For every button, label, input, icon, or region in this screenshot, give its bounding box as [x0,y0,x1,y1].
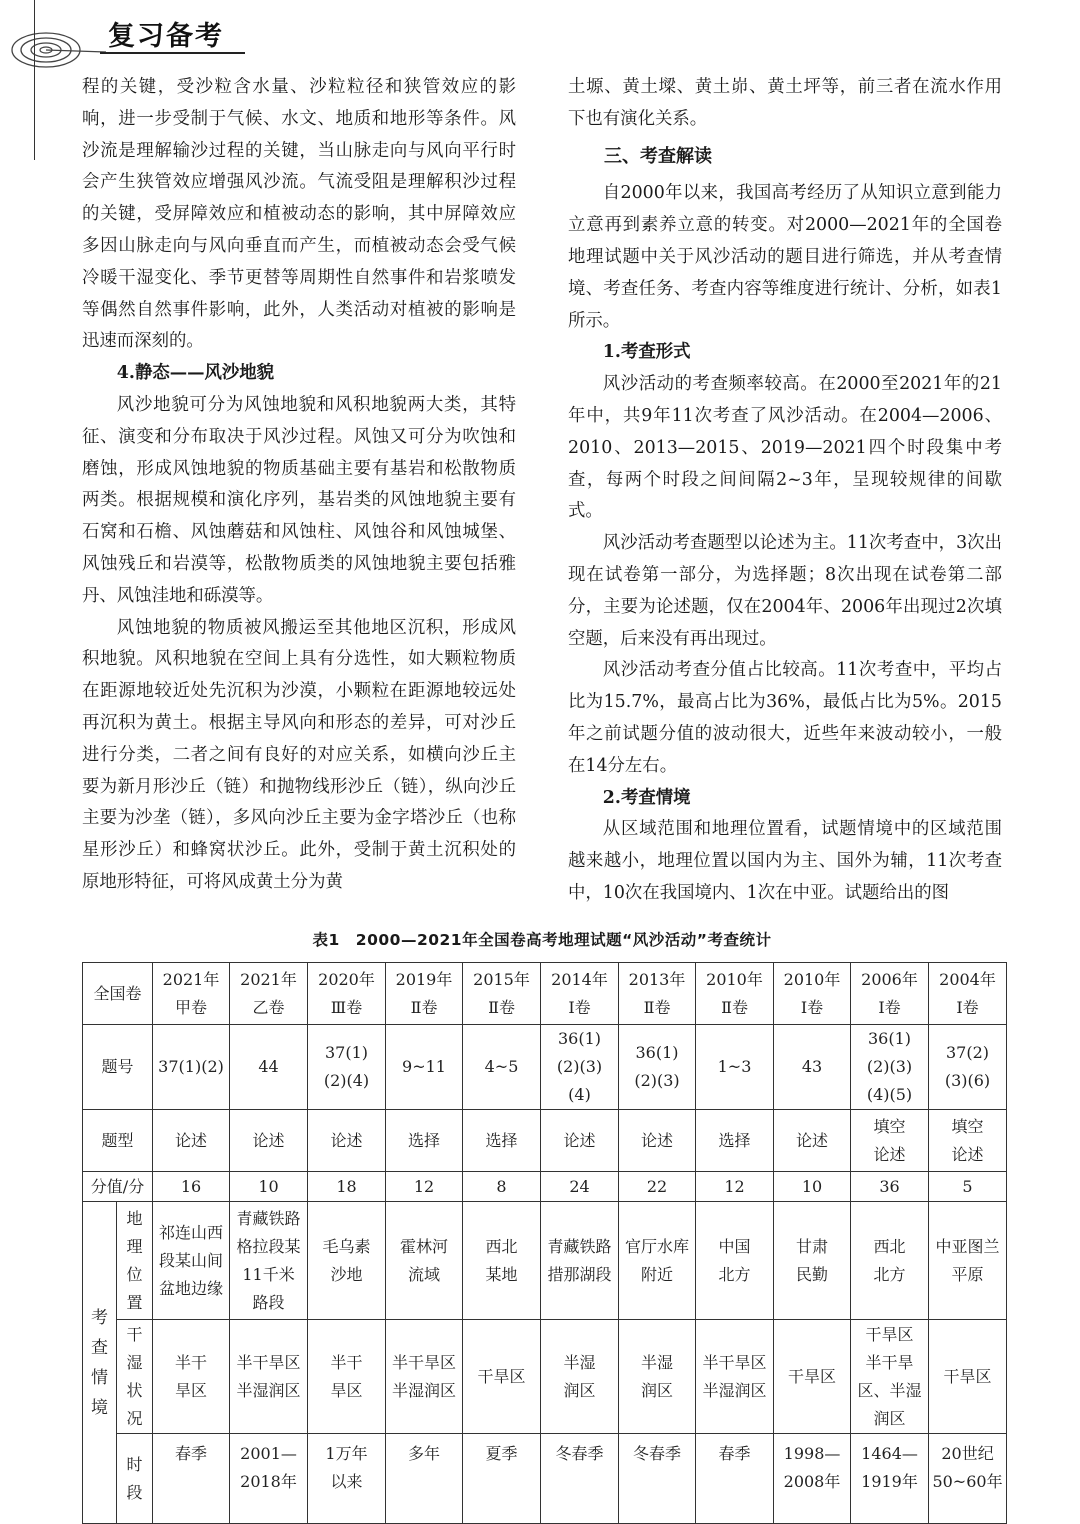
location-text: 措那湖段 [547,1264,612,1284]
location-text: 北方 [718,1264,751,1284]
time-text: 2008年 [783,1472,841,1491]
question-number-text: 44 [258,1057,279,1076]
humidity-text: 半干 [175,1352,208,1372]
location-text: 平原 [951,1264,984,1284]
question-type-text: 选择 [718,1130,751,1150]
humidity-cell [619,1320,696,1434]
question-type-cell [153,1110,230,1172]
exam-statistics-table [82,962,1007,1524]
question-type-cell [696,1110,774,1172]
location-text: 北方 [873,1264,906,1284]
humidity-text: 半干旱区 [702,1352,767,1372]
question-number-cell [696,1025,774,1110]
location-text: 青藏铁路 [236,1208,301,1228]
column-header-text: 2015年 [473,969,530,989]
score-cell [541,1172,619,1202]
subsection-heading-exam-context: 2.考查情境 [602,787,691,808]
right-paragraph-5: 从区域范围和地理位置看，试题情境中的区域范围越来越小，地理位置以国内为主、国外为辅，11次考查中，10次在我国境内、1次在中亚。试题给出的图 [568,819,1002,903]
question-number-cell [386,1025,463,1110]
score-text: 18 [336,1176,357,1196]
right-paragraph-4: 风沙活动考查分值占比较高。11次考查中，平均占比为15.7%，最高占比为36%，最低占比为5%。2015年之前试题分值的波动很大，近些年来波动较小，一般在14分左右。 [568,660,1002,776]
right-paragraph-3: 风沙活动考查题型以论述为主。11次考查中，3次出现在试卷第一部分，为选择题；8次出现在试卷第二部分，主要为论述题，仅在2004年、2006年出现过2次填空题，后来没有再出现过。 [568,533,1002,649]
question-type-text: 填空 [951,1116,984,1136]
location-cell [308,1202,386,1320]
column-header-text: 2004年 [939,969,996,989]
humidity-cell [696,1320,774,1434]
question-number-cell [541,1025,619,1110]
humidity-text: 半干旱区 [392,1352,457,1372]
humidity-text: 半湿润区 [236,1380,301,1400]
question-type-text: 选择 [485,1130,518,1150]
column-header-text: Ⅰ卷 [800,997,824,1017]
question-number-text: (2)(4) [323,1071,370,1090]
question-number-cell [619,1025,696,1110]
question-number-text: 36(1) [635,1043,679,1062]
score-text: 16 [180,1176,202,1196]
question-type-text: 论述 [252,1130,285,1150]
location-text: 霍林河 [400,1236,449,1256]
column-header-text: Ⅱ卷 [410,997,438,1017]
right-column [568,72,1002,910]
humidity-text: 润区 [641,1380,674,1400]
right-paragraph-2: 风沙活动的考查频率较高。在2000至2021年的21年中，共9年11次考查了风沙活动。在2004—2006、2010、2013—2015、2019—2021四个时段集中考查，每两个时段之间间隔2~3年，呈现较规律的间歇式。 [568,374,1002,522]
context-group-label: 考查情境 [91,1307,108,1418]
location-cell [541,1202,619,1320]
column-header-cell [541,963,619,1025]
section-title: 复习备考 [108,21,224,52]
humidity-text: 旱区 [330,1380,363,1400]
humidity-cell [541,1320,619,1434]
column-header-text: Ⅲ卷 [330,997,363,1017]
question-number-text: 1~3 [717,1057,752,1076]
left-paragraph-1: 程的关键，受沙粒含水量、沙粒粒径和狭管效应的影响，进一步受制于气候、水文、地质和地形等条件。风沙流是理解输沙过程的关键，当山脉走向与风向平行时会产生狭管效应增强风沙流。气流受阻是理解积沙过程的关键，受屏障效应和植被动态的影响，其中屏障效应多因山脉走向与风向垂直而产生，而植被动态会受气候冷暖干湿变化、季节更替等周期性自然事件和岩浆喷发等偶然自然事件影响，此外，人类活动对植被的影响是迅速而深刻的。 [82,77,516,352]
score-cell [386,1172,463,1202]
humidity-text: 半干旱 [865,1352,914,1372]
location-text: 毛乌素 [322,1236,371,1256]
question-type-text: 论述 [175,1130,208,1150]
time-text: 1万年 [325,1444,368,1463]
subsection-heading-exam-form: 1.考查形式 [602,342,691,363]
humidity-text: 干旱区 [477,1366,526,1386]
score-cell [851,1172,929,1202]
location-text: 民勤 [796,1264,829,1284]
location-text: 青藏铁路 [547,1236,612,1256]
question-type-text: 填空 [873,1116,906,1136]
table-corner-cell: 全国卷 [83,963,153,1025]
humidity-text: 半湿 [641,1352,674,1372]
location-text: 祁连山西 [159,1222,224,1242]
column-header-text: Ⅰ卷 [568,997,591,1017]
left-paragraph-3: 风蚀地貌的物质被风搬运至其他地区沉积，形成风积地貌。风积地貌在空间上具有分选性，如大颗粒物质在距源地较近处先沉积为沙漠，小颗粒在距源地较远处再沉积为黄土。根据主导风向和形态的差异，可对沙丘进行分类，二者之间有良好的对应关系，如横向沙丘主要为新月形沙丘（链）和抛物线形沙丘（链），纵向沙丘主要为沙垄（链），多风向沙丘主要为金字塔沙丘（也称星形沙丘）和蜂窝状沙丘。此外，受制于黄土沉积处的原地形特征，可将风成黄土分为黄 [82,617,516,892]
humidity-cell [851,1320,929,1434]
score-text: 22 [646,1176,668,1196]
right-paragraph-0: 土塬、黄土墚、黄土峁、黄土坪等，前三者在流水作用下也有演化关系。 [568,77,1002,129]
time-text: 1919年 [861,1472,918,1491]
question-number-text: 43 [801,1057,823,1076]
column-header-text: 2006年 [861,969,918,989]
score-cell [619,1172,696,1202]
score-cell [929,1172,1007,1202]
row-label-context-group [83,1202,117,1524]
humidity-cell [463,1320,541,1434]
row-label-time-cell [117,1434,153,1524]
humidity-cell [929,1320,1007,1434]
time-text: 冬春季 [633,1444,682,1463]
question-type-text: 论述 [563,1130,596,1150]
column-header-cell [929,963,1007,1025]
question-type-cell [851,1110,929,1172]
humidity-text: 干旱区 [788,1366,837,1386]
question-type-text: 论述 [641,1130,674,1150]
question-number-text: (2)(3) [866,1057,913,1076]
time-text: 20世纪 [941,1444,994,1463]
location-cell [230,1202,308,1320]
subsection-heading-static-landforms: 4.静态——风沙地貌 [116,363,275,384]
time-text: 2018年 [240,1472,297,1491]
time-cell [929,1434,1007,1524]
score-text: 12 [724,1176,745,1196]
column-header-cell [851,963,929,1025]
question-number-cell [153,1025,230,1110]
location-cell [851,1202,929,1320]
section-heading-exam-analysis: 三、考查解读 [604,145,712,167]
question-number-text: 36(1) [558,1029,602,1048]
time-cell [619,1434,696,1524]
location-text: 西北 [485,1236,518,1256]
location-text: 段某山间 [159,1250,224,1270]
column-header-cell [696,963,774,1025]
column-header-text: 甲卷 [175,997,208,1017]
column-header-text: 2021年 [162,969,220,989]
table-row-time [83,1434,1007,1524]
column-header-text: 2020年 [318,969,375,989]
time-cell [230,1434,308,1524]
table-header-row [83,963,1007,1025]
column-header-text: Ⅰ卷 [956,997,979,1017]
left-paragraph-2: 风沙地貌可分为风蚀地貌和风积地貌两大类，其特征、演变和分布取决于风沙过程。风蚀又可分为吹蚀和磨蚀，形成风蚀地貌的物质基础主要有基岩和松散物质两类。根据规模和演化序列，基岩类的风蚀地貌主要有石窝和石檐、风蚀蘑菇和风蚀柱、风蚀谷和风蚀城堡、风蚀残丘和岩漠等，松散物质类的风蚀地貌主要包括雅丹、风蚀洼地和砾漠等。 [82,394,516,606]
question-type-text: 选择 [408,1130,441,1150]
location-text: 某地 [485,1264,518,1284]
table-caption: 表1 2000—2021年全国卷高考地理试题“风沙活动”考查统计 [312,931,772,949]
location-cell [619,1202,696,1320]
column-header-text: 2010年 [706,969,763,989]
time-cell [386,1434,463,1524]
column-header-text: 乙卷 [252,997,285,1017]
score-cell [696,1172,774,1202]
time-text: 1464— [861,1444,918,1463]
row-label-location-cell [117,1202,153,1320]
column-header-text: 2014年 [551,969,608,989]
column-header-text: 2013年 [628,969,686,989]
table-row-score [83,1172,1007,1202]
time-text: 多年 [408,1444,441,1463]
question-number-text: (4)(5) [866,1085,913,1104]
column-header-cell [308,963,386,1025]
question-type-cell [541,1110,619,1172]
question-number-text: 9~11 [402,1057,446,1076]
time-cell [463,1434,541,1524]
location-text: 官厅水库 [625,1236,690,1256]
time-text: 春季 [175,1444,208,1463]
score-text: 5 [962,1176,973,1196]
humidity-text: 半湿 [563,1352,596,1372]
column-header-text: Ⅰ卷 [878,997,901,1017]
humidity-text: 半湿润区 [392,1380,457,1400]
table-row-humidity [83,1320,1007,1434]
question-number-cell [230,1025,308,1110]
question-number-cell [774,1025,851,1110]
header-underline [100,52,245,54]
humidity-text: 干旱区 [865,1324,914,1344]
score-cell [230,1172,308,1202]
location-text: 中亚图兰 [935,1236,1000,1256]
question-number-text: 37(1) [325,1043,369,1062]
location-text: 西北 [873,1236,906,1256]
right-paragraph-1: 自2000年以来，我国高考经历了从知识立意到能力立意再到素养立意的转变。对2000—2021年的全国卷地理试题中关于风沙活动的题目进行筛选，并从考查情境、考查任务、考查内容等维度进行统计、分析，如表1所示。 [568,183,1002,331]
column-header-cell [153,963,230,1025]
humidity-cell [308,1320,386,1434]
score-text: 10 [801,1176,823,1196]
location-text: 11千米 [242,1264,295,1284]
location-cell [463,1202,541,1320]
location-cell [929,1202,1007,1320]
humidity-text: 区、半湿 [857,1380,922,1400]
humidity-text: 干旱区 [943,1366,992,1386]
question-type-text: 论述 [796,1130,829,1150]
time-cell [851,1434,929,1524]
location-text: 沙地 [330,1264,363,1284]
column-header-text: Ⅱ卷 [721,997,748,1017]
location-text: 盆地边缘 [159,1278,224,1298]
question-type-cell [386,1110,463,1172]
score-cell [153,1172,230,1202]
humidity-text: 润区 [873,1408,906,1428]
table-row-question-number [83,1025,1007,1110]
time-text: 2001— [240,1444,297,1463]
column-header-cell [463,963,541,1025]
question-number-text: (2)(3) [556,1057,603,1076]
location-text: 附近 [641,1264,674,1284]
humidity-cell [774,1320,851,1434]
question-number-text: (4) [568,1085,591,1104]
location-cell [774,1202,851,1320]
column-header-text: 2010年 [783,969,841,989]
humidity-text: 半湿润区 [702,1380,767,1400]
time-text: 夏季 [485,1444,518,1463]
question-number-cell [308,1025,386,1110]
location-cell [153,1202,230,1320]
row-label-time: 时段 [126,1454,143,1502]
location-text: 格拉段某 [236,1236,301,1256]
humidity-cell [230,1320,308,1434]
score-text: 36 [879,1176,900,1196]
location-text: 甘肃 [796,1236,829,1256]
header-vertical-line [34,0,35,160]
row-label-number: 题号 [83,1025,153,1110]
row-label-type: 题型 [83,1110,153,1172]
column-header-text: 2021年 [240,969,297,989]
score-text: 8 [496,1176,507,1196]
score-text: 24 [569,1176,590,1196]
time-cell [541,1434,619,1524]
column-header-text: Ⅱ卷 [488,997,515,1017]
time-text: 以来 [330,1472,363,1491]
location-text: 路段 [252,1292,285,1312]
time-text: 春季 [718,1444,751,1463]
column-header-text: 2019年 [395,969,453,989]
row-label-score: 分值/分 [83,1172,153,1202]
question-type-text: 论述 [951,1144,984,1164]
time-cell [153,1434,230,1524]
score-text: 12 [413,1176,435,1196]
question-number-text: (2)(3) [634,1071,680,1090]
column-header-text: Ⅱ卷 [643,997,671,1017]
column-header-cell [386,963,463,1025]
score-cell [463,1172,541,1202]
question-number-text: 37(2) [946,1043,990,1062]
location-cell [696,1202,774,1320]
time-text: 50~60年 [932,1472,1003,1491]
question-type-text: 论述 [873,1144,906,1164]
table-row-question-type [83,1110,1007,1172]
question-type-cell [230,1110,308,1172]
time-text: 冬春季 [555,1444,604,1463]
question-type-cell [619,1110,696,1172]
humidity-text: 半干旱区 [236,1352,301,1372]
location-text: 中国 [718,1236,751,1256]
question-number-text: 36(1) [868,1029,912,1048]
column-header-cell [619,963,696,1025]
question-type-cell [774,1110,851,1172]
question-number-text: 37(1)(2) [158,1057,224,1076]
question-type-cell [463,1110,541,1172]
question-type-text: 论述 [330,1130,363,1150]
score-text: 10 [258,1176,279,1196]
question-number-text: 4~5 [484,1057,519,1076]
row-label-humidity-cell [117,1320,153,1434]
question-type-cell [308,1110,386,1172]
humidity-text: 半干 [330,1352,363,1372]
humidity-cell [386,1320,463,1434]
location-cell [386,1202,463,1320]
column-header-cell [774,963,851,1025]
score-cell [774,1172,851,1202]
table-row-location [83,1202,1007,1320]
humidity-text: 旱区 [175,1380,208,1400]
time-cell [774,1434,851,1524]
humidity-cell [153,1320,230,1434]
score-cell [308,1172,386,1202]
time-cell [696,1434,774,1524]
row-label-location: 地理位置 [126,1208,143,1312]
location-text: 流域 [408,1264,441,1284]
humidity-text: 润区 [563,1380,596,1400]
question-number-text: (3)(6) [944,1071,991,1090]
left-column [82,72,516,899]
question-number-cell [929,1025,1007,1110]
time-cell [308,1434,386,1524]
question-type-cell [929,1110,1007,1172]
column-header-cell [230,963,308,1025]
question-number-cell [463,1025,541,1110]
row-label-humidity: 干湿状况 [126,1324,143,1428]
time-text: 1998— [783,1444,841,1463]
question-number-cell [851,1025,929,1110]
